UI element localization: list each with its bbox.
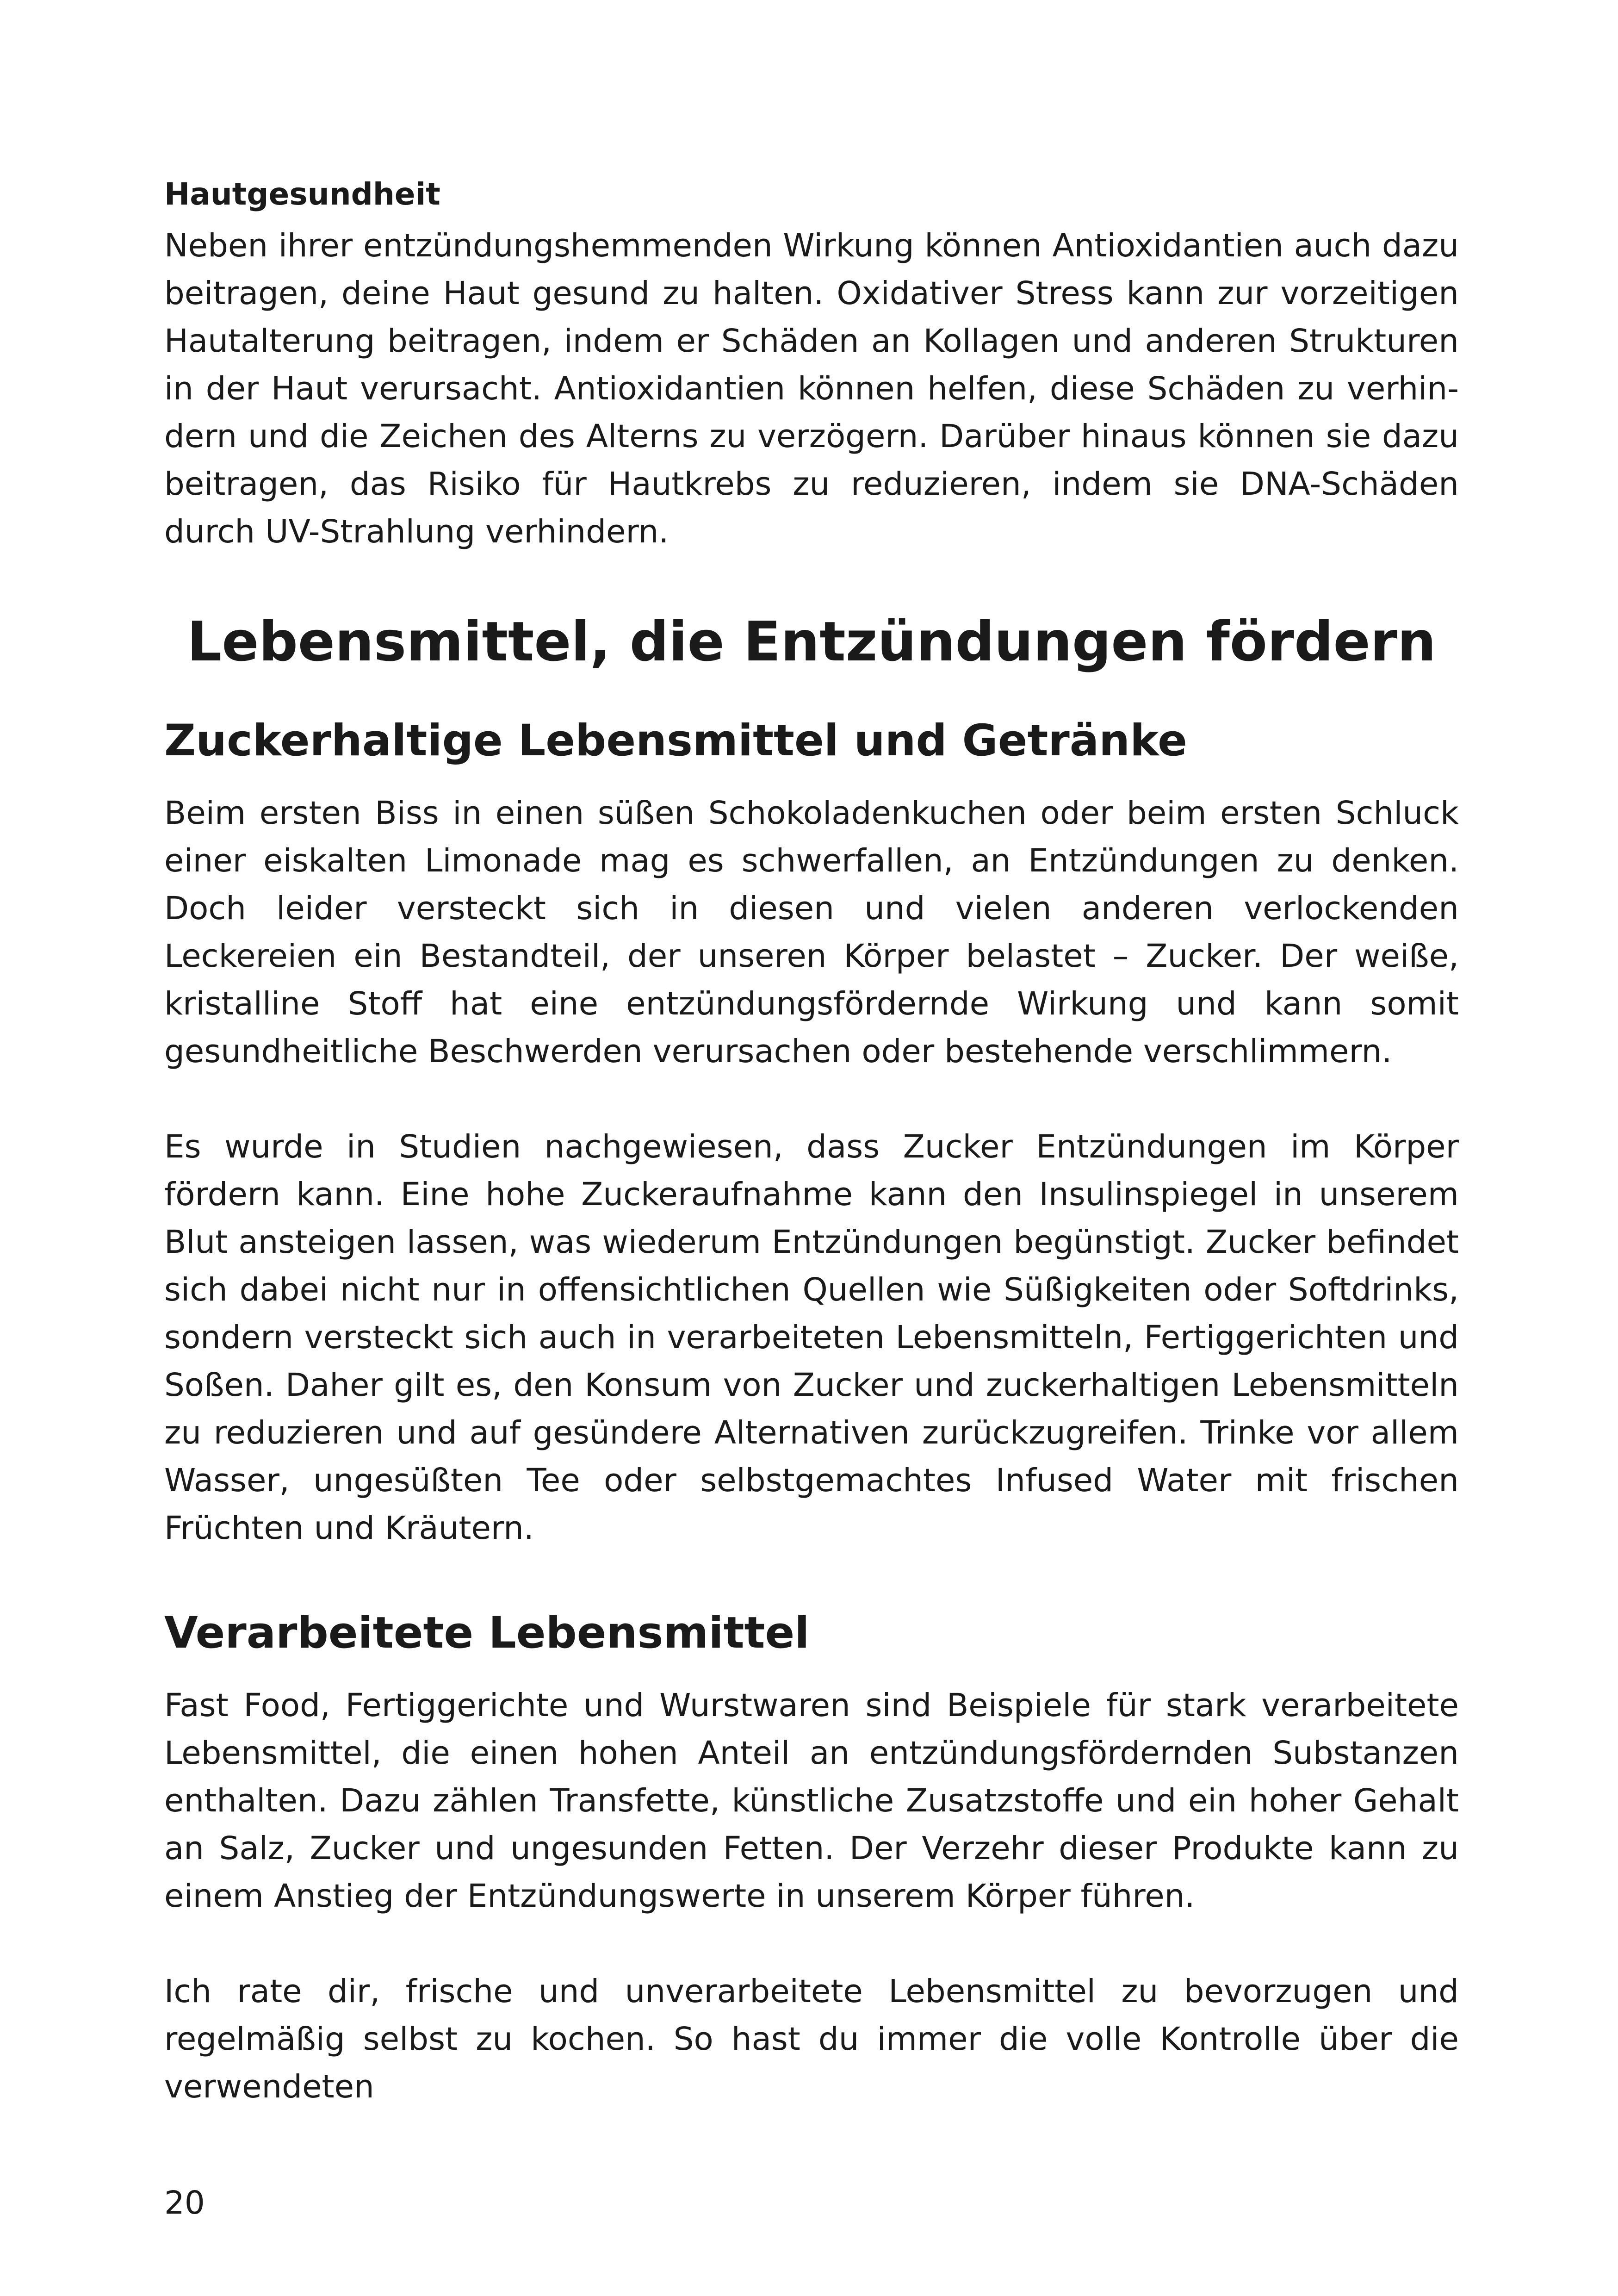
section-title-zucker: Zuckerhaltige Lebensmittel und Getränke [164,716,1187,766]
page-number: 20 [164,2184,205,2221]
paragraph-hautgesundheit: Neben ihrer entzündungshemmenden Wirkung können Antioxidantien auch dazu beitragen, deine Haut gesund zu halten. Oxidativer Stress kann zur vorzeitigen Hautalterung beitragen, indem er Schäden an Kollagen und anderen Strukturen in der Haut verursacht. Antioxidantien können helfen, diese Schäden zu verhindern und die Zeichen des Alterns zu verzögern. Darüber hinaus können sie dazu beitragen, das Risiko für Hautkrebs zu reduzieren, indem sie DNA-Schäden durch UV-Strahlung verhindern. [164,227,1459,550]
section-title-verarbeitet: Verarbeitete Lebensmittel [164,1608,810,1658]
paragraph-verarbeitet-2: Ich rate dir, frische und unverarbeitete Lebensmittel zu bevorzugen und regelmäßig selbst zu kochen. So hast du immer die volle Kontrolle über die verwendeten [164,1973,1459,2105]
chapter-title: Lebensmittel, die Entzündungen fördern [187,610,1436,673]
paragraph-zucker-2: Es wurde in Studien nachgewiesen, dass Zucker Entzündungen im Körper fördern kann. Eine hohe Zuckeraufnahme kann den Insulinspiegel in unserem Blut ansteigen lassen, was wiederum Entzündungen begünstigt. Zucker befindet sich dabei nicht nur in offensichtlichen Quellen wie Süßigkeiten oder Softdrinks, sondern versteckt sich auch in verarbeiteten Lebensmitteln, Fertiggerichten und Soßen. Daher gilt es, den Konsum von Zucker und zuckerhaltigen Lebensmitteln zu reduzieren und auf gesündere Alternativen zurückzugreifen. Trinke vor allem Wasser, ungesüßten Tee oder selbstgemachtes Infused Water mit frischen Früchten und Kräutern. [164,1128,1459,1547]
subsection-heading-hautgesundheit: Hautgesundheit [164,176,440,212]
paragraph-verarbeitet-1: Fast Food, Fertiggerichte und Wurstwaren sind Beispiele für stark verarbeitete Lebensmittel, die einen hohen Anteil an entzündungsfördernden Substanzen enthalten. Dazu zählen Transfette, künstliche Zusatzstoffe und ein hoher Gehalt an Salz, Zucker und ungesunden Fetten. Der Verzehr dieser Produkte kann zu einem Anstieg der Entzündungswerte in unserem Körper führen. [164,1687,1459,1915]
book-page [164,153,1459,2111]
paragraph-zucker-1: Beim ersten Biss in einen süßen Schokoladenkuchen oder beim ersten Schluck einer eiskalten Limonade mag es schwerfallen, an Entzündungen zu denken. Doch leider versteckt sich in diesen und vielen anderen verlockenden Leckereien ein Bestandteil, der unseren Körper belastet – Zucker. Der weiße, kristalline Stoff hat eine entzündungsfördernde Wirkung und kann somit gesundheitliche Beschwerden verursachen oder bestehende verschlimmern. [164,795,1459,1070]
